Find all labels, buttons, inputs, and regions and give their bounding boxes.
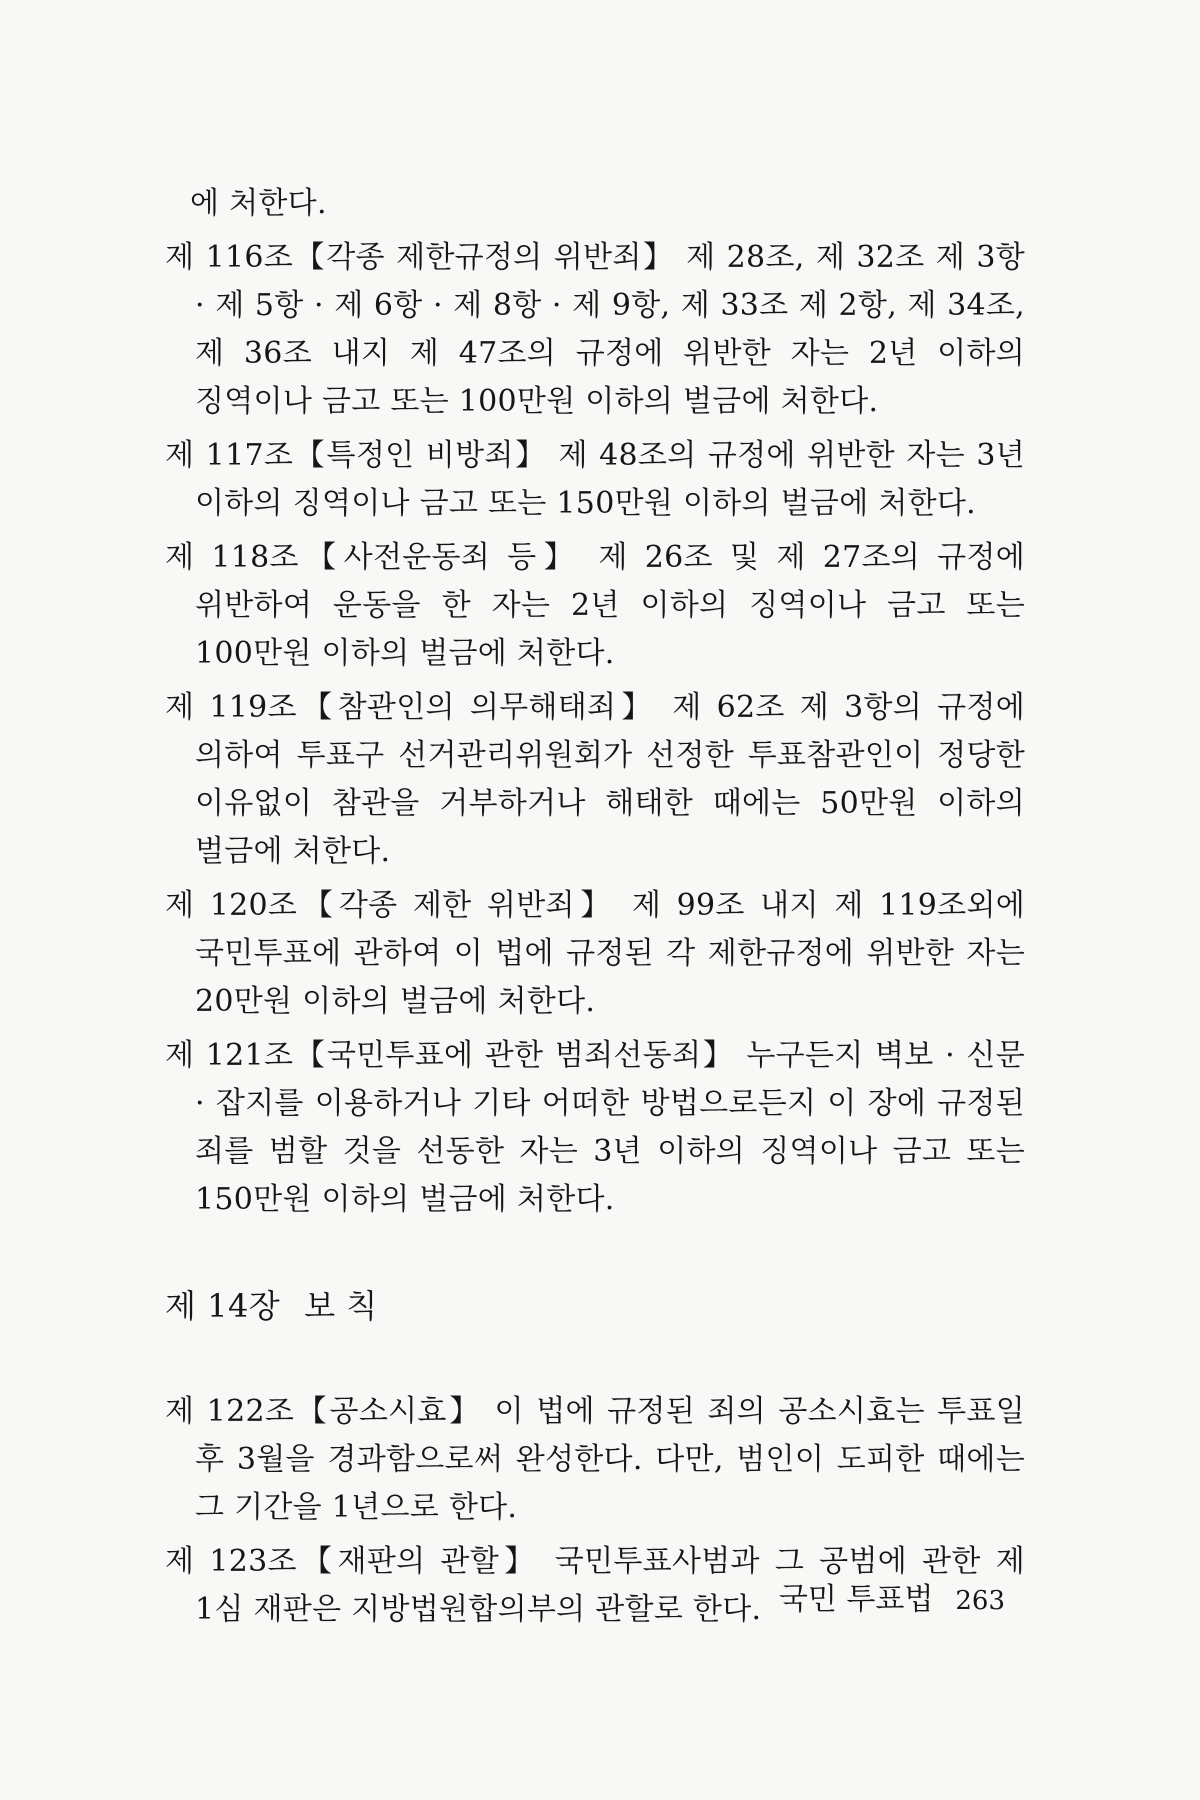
article-heading: 제 121조【국민투표에 관한 범죄선동죄】 — [165, 1038, 735, 1073]
chapter-title: 보 칙 — [304, 1287, 378, 1325]
article-heading: 제 116조【각종 제한규정의 위반죄】 — [165, 240, 675, 275]
continuation-text: 에 처한다. — [190, 186, 327, 221]
chapter-number: 제 14장 — [165, 1287, 281, 1325]
article-body: 제 26조 및 제 27조의 규정에 위반하여 운동을 한 자는 2년 이하의 징역이나 금고 또는 100만원 이하의 벌금에 처한다. — [195, 540, 1025, 671]
article-heading: 제 120조【각종 제한 위반죄】 — [165, 888, 617, 923]
article-122 — [165, 1388, 1025, 1532]
article-120 — [165, 882, 1025, 1026]
page-number: 263 — [955, 1586, 1005, 1616]
article-body: 제 48조의 규정에 위반한 자는 3년 이하의 징역이나 금고 또는 150만원 이하의 벌금에 처한다. — [195, 438, 1025, 521]
running-title: 국민 투표법 — [778, 1582, 934, 1617]
page-footer — [779, 1580, 1005, 1621]
chapter-heading — [165, 1282, 1025, 1330]
article-heading: 제 117조【특정인 비방죄】 — [165, 438, 548, 473]
page-content — [165, 180, 1025, 1640]
article-body: 제 62조 제 3항의 규정에 의하여 투표구 선거관리위원회가 선정한 투표참관인이 정당한 이유없이 참관을 거부하거나 해태한 때에는 50만원 이하의 벌금에 처한다. — [195, 690, 1025, 869]
article-121 — [165, 1032, 1025, 1224]
article-heading: 제 122조【공소시효】 — [165, 1394, 483, 1429]
article-117 — [165, 432, 1025, 528]
article-heading: 제 118조【사전운동죄 등】 — [165, 540, 582, 575]
article-body: 제 28조, 제 32조 제 3항 · 제 5항 · 제 6항 · 제 8항 · 제 9항, 제 33조 제 2항, 제 34조, 제 36조 내지 제 47조의 규정에 위반한 자는 2년 이하의 징역이나 금고 또는 100만원 이하의 벌금에 처한다. — [195, 240, 1025, 419]
article-body: 이 법에 규정된 죄의 공소시효는 투표일 후 3월을 경과함으로써 완성한다. 다만, 범인이 도피한 때에는 그 기간을 1년으로 한다. — [195, 1394, 1025, 1525]
article-116 — [165, 234, 1025, 426]
article-body: 국민투표사범과 그 공범에 관한 제 1심 재판은 지방법원합의부의 관할로 한다. — [195, 1544, 1025, 1627]
article-118 — [165, 534, 1025, 678]
article-heading: 제 119조【참관인의 의무해태죄】 — [165, 690, 658, 725]
article-body: 제 99조 내지 제 119조외에 국민투표에 관하여 이 법에 규정된 각 제한규정에 위반한 자는 20만원 이하의 벌금에 처한다. — [195, 888, 1025, 1019]
article-119 — [165, 684, 1025, 876]
article-body: 누구든지 벽보 · 신문 · 잡지를 이용하거나 기타 어떠한 방법으로든지 이 장에 규정된 죄를 범할 것을 선동한 자는 3년 이하의 징역이나 금고 또는 150만원 이하의 벌금에 처한다. — [195, 1038, 1025, 1217]
article-heading: 제 123조【재판의 관할】 — [165, 1544, 540, 1579]
